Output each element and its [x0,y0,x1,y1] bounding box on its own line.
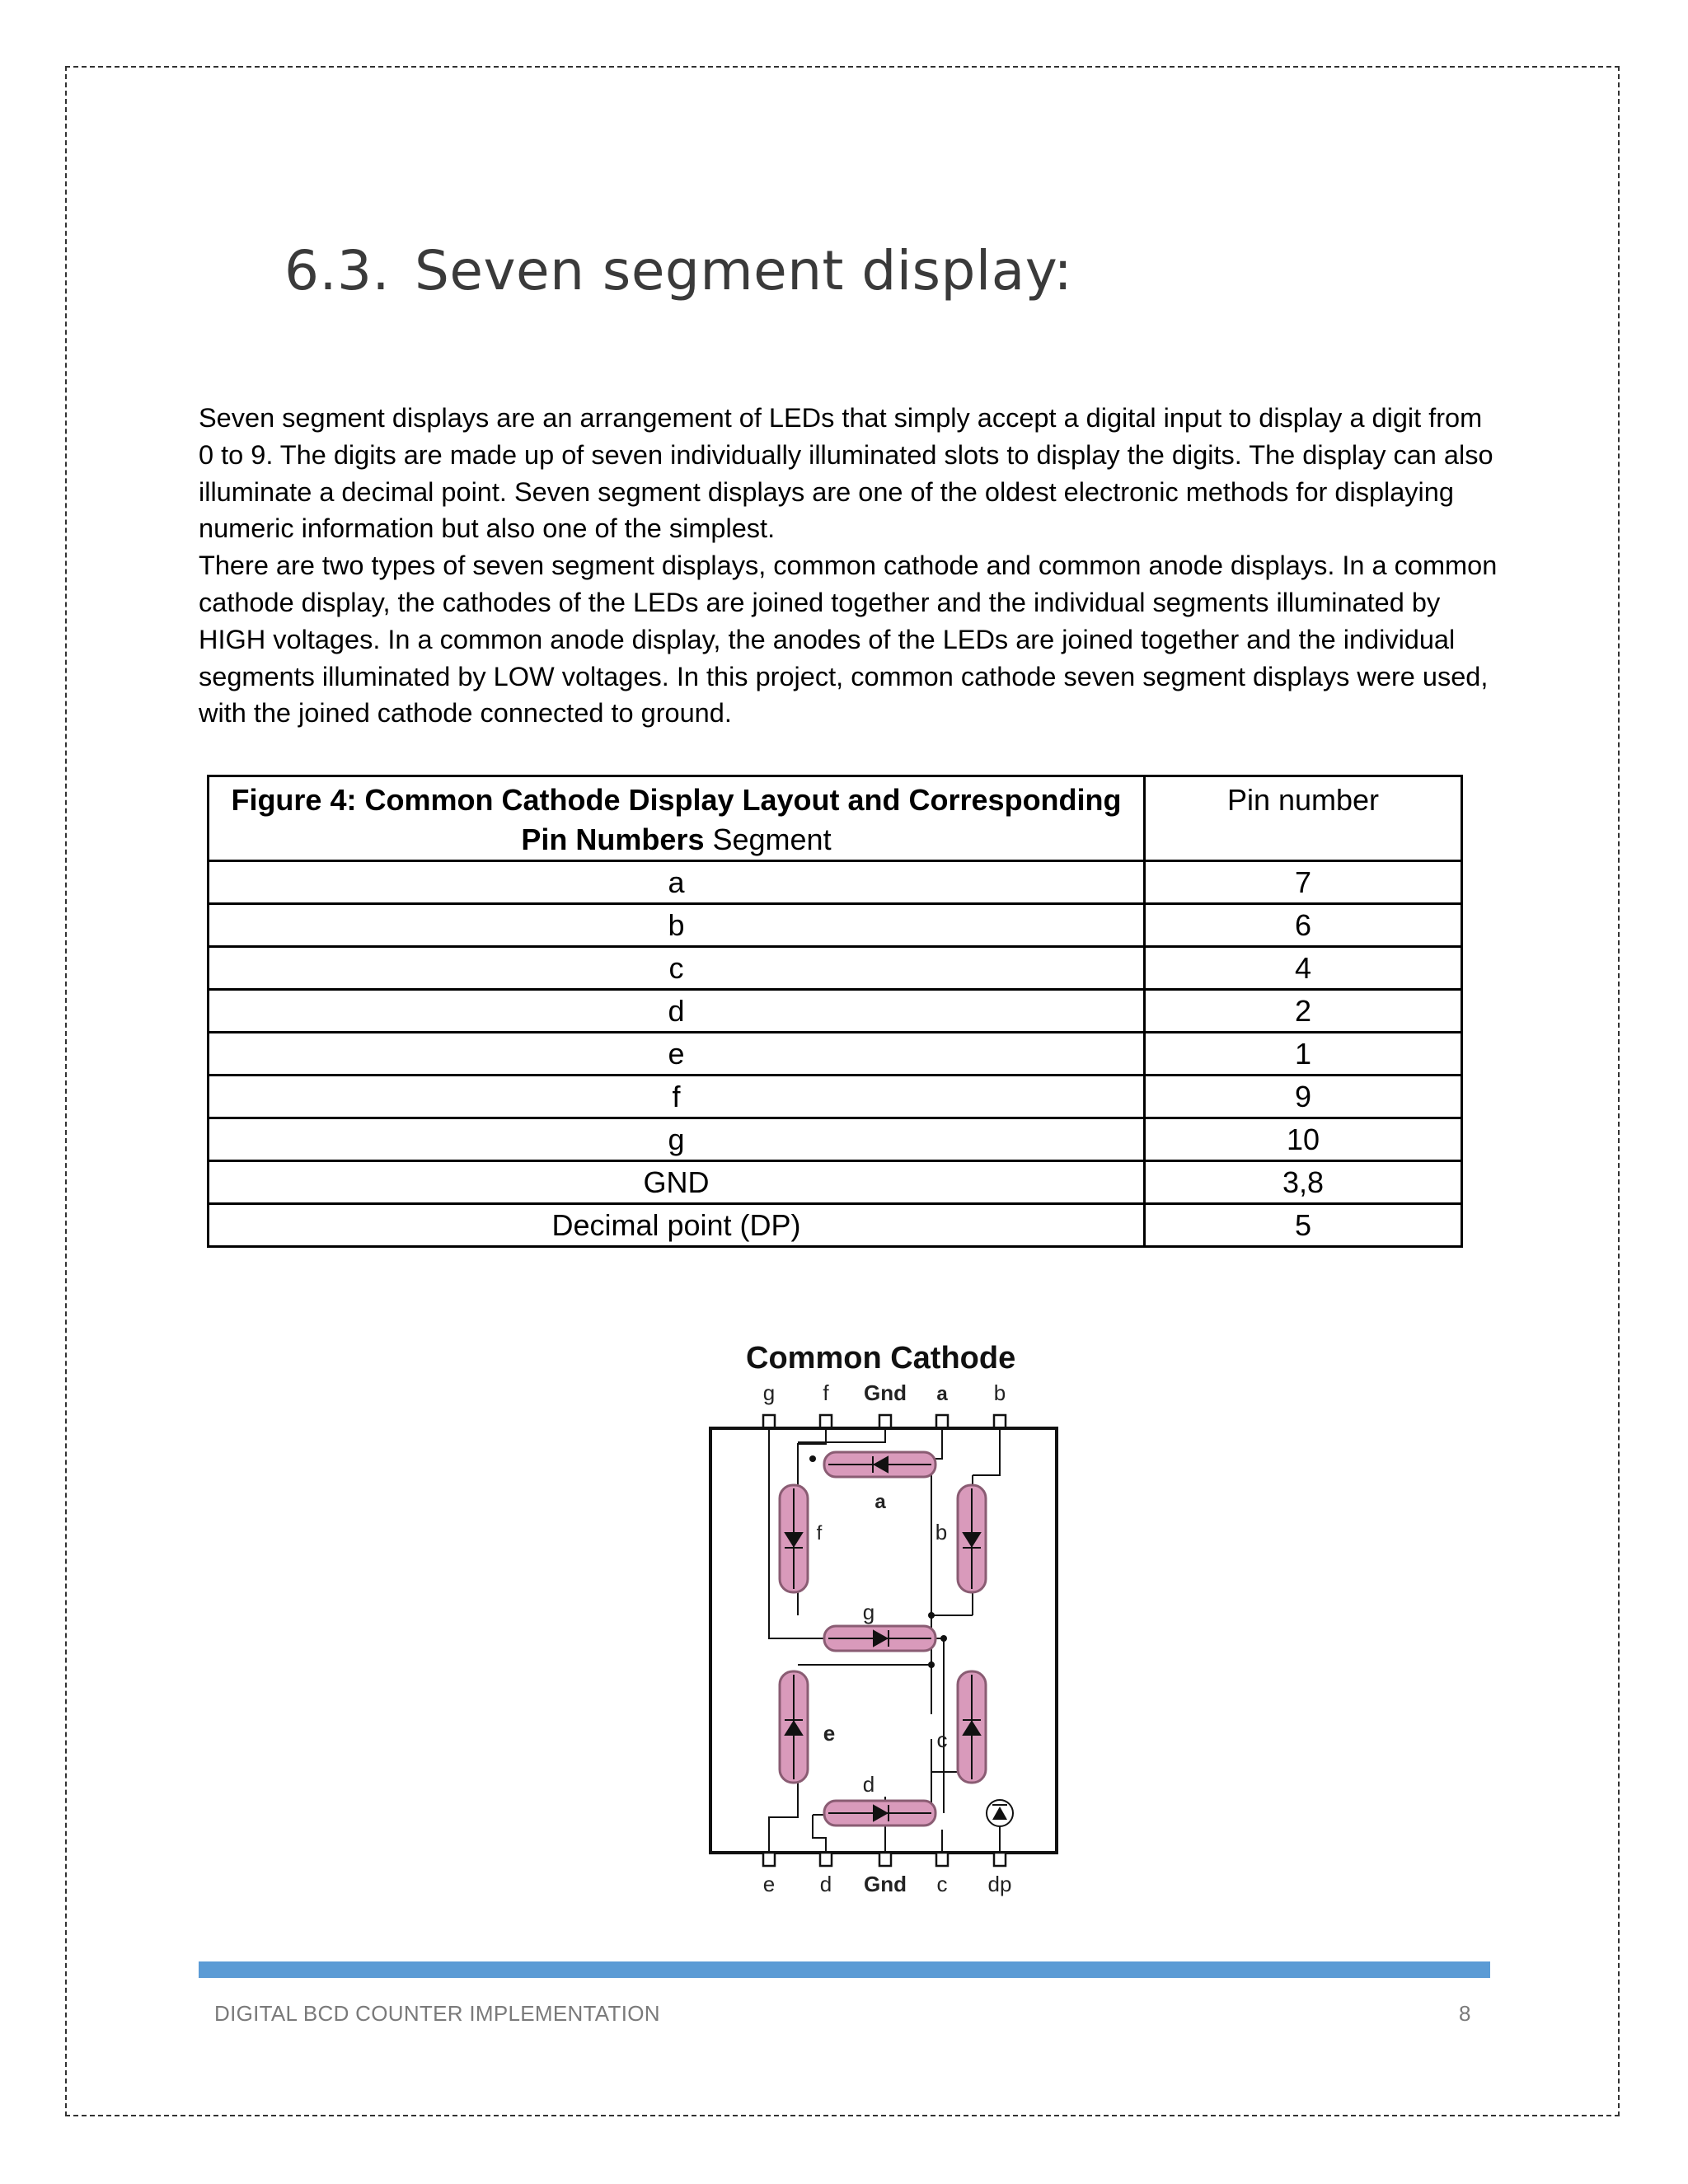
pin-label-top: a [936,1383,948,1405]
body-text [199,400,1501,732]
pin-cell: 9 [1145,1076,1462,1118]
segment-cell: GND [209,1161,1145,1204]
segment-cell: a [209,861,1145,904]
segment-cell: d [209,990,1145,1033]
pin-cell: 3,8 [1145,1161,1462,1204]
segment-label-f: f [816,1522,823,1544]
table-row [209,861,1462,904]
pin-cell: 5 [1145,1204,1462,1247]
table-row [209,990,1462,1033]
segment-label-e: e [823,1721,836,1746]
section-heading [284,239,1072,302]
pin-column-header: Pin number [1145,776,1462,861]
segment-label-d: d [862,1772,875,1797]
section-title: Seven segment display: [414,239,1073,302]
pin-cell: 7 [1145,861,1462,904]
pin-cell: 6 [1145,904,1462,947]
common-cathode-diagram [692,1327,1071,1912]
segment-cell: c [209,947,1145,990]
segment-cell: g [209,1118,1145,1161]
footer-bar [199,1961,1490,1978]
pin-cell: 10 [1145,1118,1462,1161]
pin-label-top: b [993,1380,1006,1405]
pin-label-top: g [762,1380,776,1405]
segment-column-header [209,776,1145,861]
pin-label-bottom: e [762,1872,776,1896]
pin-label-top: f [823,1380,829,1405]
pin-label-bottom: dp [987,1872,1012,1896]
diagram-title: Common Cathode [746,1341,1016,1376]
table-row [209,1076,1462,1118]
pin-label-bottom: d [819,1872,832,1896]
table-row [209,1118,1462,1161]
figure-caption: Figure 4: Common Cathode Display Layout and Corresponding Pin Numbers [231,783,1122,856]
pin-label-top: Gnd [864,1380,907,1405]
segment-cell: b [209,904,1145,947]
table-header-row [209,776,1462,861]
pin-label-bottom: c [936,1872,948,1896]
pin-table [207,775,1463,1248]
section-number: 6.3. [284,239,390,302]
segment-cell: f [209,1076,1145,1118]
page-number: 8 [1459,2001,1471,2026]
segment-cell: Decimal point (DP) [209,1204,1145,1247]
paragraph: There are two types of seven segment displays, common cathode and common anode displays. In a common cathode display, the cathodes of the LEDs are joined together and the individual segments illuminated by HIGH voltages. In a common anode display, the anodes of the LEDs are joined together and the individual segments illuminated by LOW voltages. In this project, common cathode seven segment displays were used, with the joined cathode connected to ground. [199,551,1498,729]
table-row [209,1161,1462,1204]
pin-cell: 4 [1145,947,1462,990]
segment-label-g: g [862,1600,875,1624]
paragraph: Seven segment displays are an arrangement of LEDs that simply accept a digital input to display a digit from 0 to 9. The digits are made up of seven individually illuminated slots to display the digits. The display can also illuminate a decimal point. Seven segment displays are one of the oldest electronic methods for displaying numeric information but also one of the simplest. [199,403,1493,544]
pin-cell: 2 [1145,990,1462,1033]
table-row [209,1033,1462,1076]
pin-label-bottom: Gnd [864,1872,907,1896]
segment-label-b: b [935,1520,948,1544]
segment-cell: e [209,1033,1145,1076]
pin-cell: 1 [1145,1033,1462,1076]
segment-label-c: c [936,1727,948,1752]
segment-header-label: Segment [712,823,832,856]
table-row [209,904,1462,947]
table-row [209,947,1462,990]
segment-label-a: a [874,1491,886,1513]
footer-title: DIGITAL BCD COUNTER IMPLEMENTATION [214,2001,660,2026]
table-row [209,1204,1462,1247]
